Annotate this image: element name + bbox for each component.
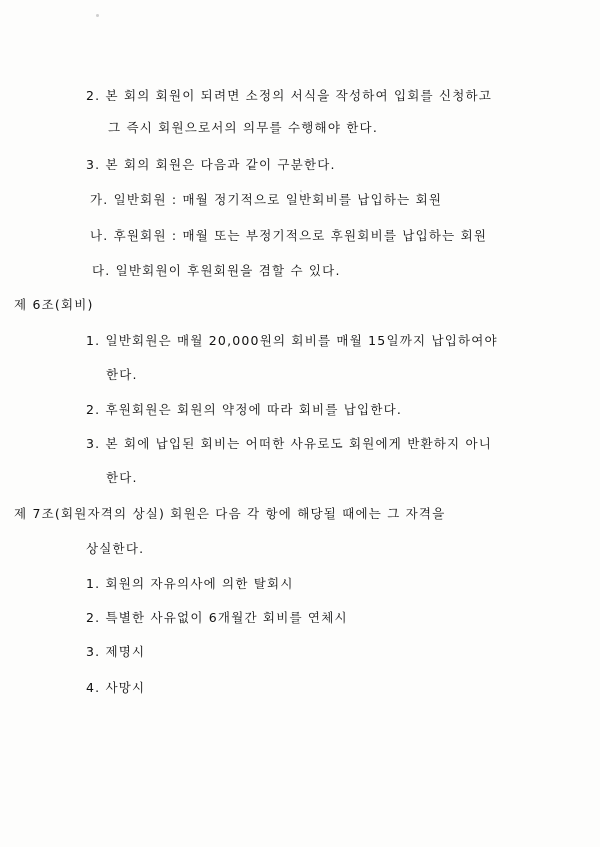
article7-item4: 4. 사망시 [86, 680, 146, 695]
article7-item1: 1. 회원의 자유의사에 의한 탈회시 [86, 576, 294, 591]
article5-item3: 3. 본 회의 회원은 다음과 같이 구분한다. [86, 157, 336, 172]
article5-item3-da: 다. 일반회원이 후원회원을 겸할 수 있다. [92, 263, 341, 278]
article6-item2: 2. 후원회원은 회원의 약정에 따라 회비를 납입한다. [86, 402, 403, 417]
scan-speck [96, 14, 99, 17]
article6-item3-line1: 3. 본 회에 납입된 회비는 어떠한 사유로도 회원에게 반환하지 아니 [86, 436, 493, 451]
article7-item3: 3. 제명시 [86, 644, 146, 659]
article5-item3-ga: 가. 일반회원 : 매월 정기적으로 일반회비를 납입하는 회원 [90, 192, 443, 207]
article7-heading-line2: 상실한다. [86, 541, 145, 556]
article7-item2: 2. 특별한 사유없이 6개월간 회비를 연체시 [86, 610, 348, 625]
article6-item1-line2: 한다. [106, 367, 138, 382]
article6-heading: 제 6조(회비) [14, 297, 94, 312]
article6-item3-line2: 한다. [106, 470, 138, 485]
article5-item2-line1: 2. 본 회의 회원이 되려면 소정의 서식을 작성하여 입회를 신청하고 [86, 88, 493, 103]
article5-item3-na: 나. 후원회원 : 매월 또는 부정기적으로 후원회비를 납입하는 회원 [90, 228, 488, 243]
article5-item2-line2: 그 즉시 회원으로서의 의무를 수행해야 한다. [108, 120, 378, 135]
article6-item1-line1: 1. 일반회원은 매월 20,000원의 회비를 매월 15일까지 납입하여야 [86, 333, 498, 348]
article7-heading: 제 7조(회원자격의 상실) 회원은 다음 각 항에 해당될 때에는 그 자격을 [14, 506, 446, 521]
